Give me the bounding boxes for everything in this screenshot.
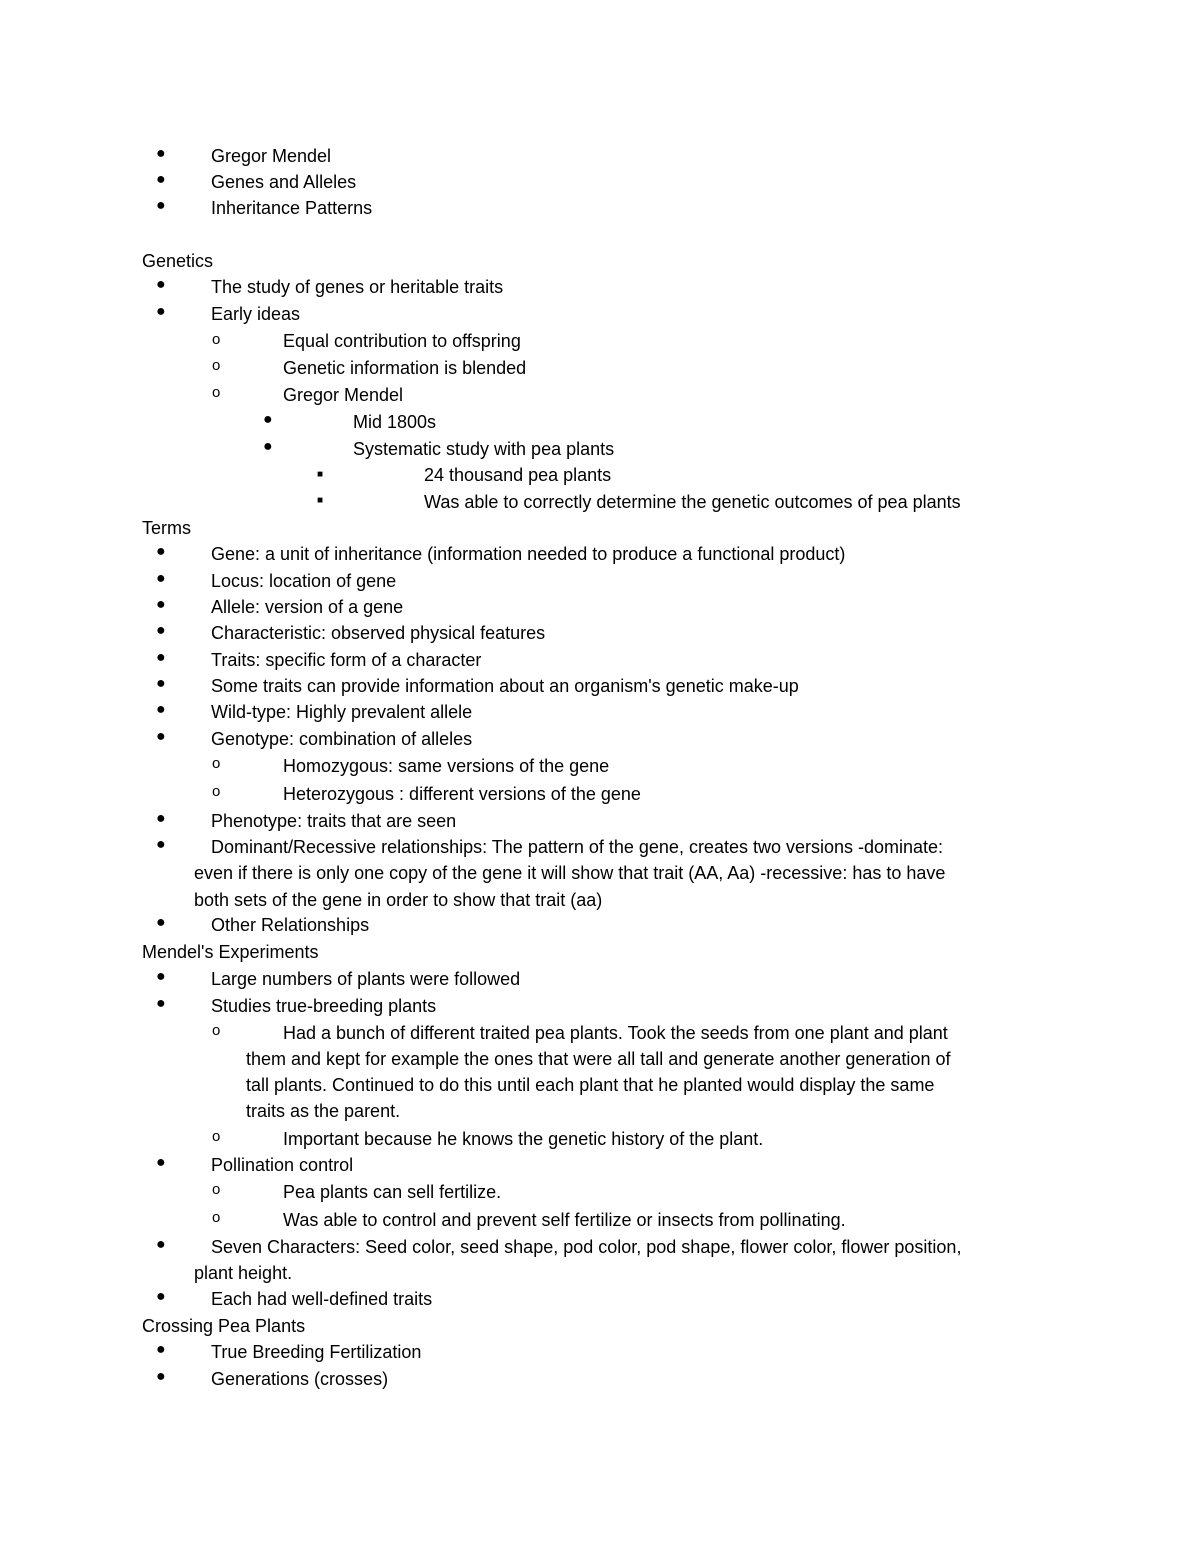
bullet-marker: ● — [156, 1288, 166, 1305]
list-item: Pea plants can sell fertilize. — [283, 1182, 502, 1202]
list-item: Seven Characters: Seed color, seed shape, pod color, pod shape, flower color, flower position, — [211, 1237, 962, 1257]
list-item-continuation: plant height. — [194, 1263, 293, 1283]
bullet-marker: ● — [156, 675, 166, 692]
list-item: Dominant/Recessive relationships: The pattern of the gene, creates two versions -dominate: — [211, 837, 944, 857]
sub-bullet-marker: o — [212, 1022, 221, 1039]
bullet-marker: ● — [156, 570, 166, 587]
bullet-marker: ● — [156, 810, 166, 827]
bullet-marker: ● — [156, 596, 166, 613]
list-item: Other Relationships — [211, 915, 370, 935]
list-item: Gene: a unit of inheritance (information needed to produce a functional product) — [211, 544, 846, 564]
bullet-marker: ● — [156, 968, 166, 985]
sub-bullet-marker: o — [212, 755, 221, 772]
bullet-marker: ● — [156, 1236, 166, 1253]
list-item: Wild-type: Highly prevalent allele — [211, 702, 473, 722]
bullet-marker: ● — [156, 995, 166, 1012]
bullet-marker: ● — [156, 543, 166, 560]
list-item: Mid 1800s — [353, 412, 437, 432]
list-item-continuation: them and kept for example the ones that were all tall and generate another generation of — [246, 1049, 951, 1069]
section-heading-experiments: Mendel's Experiments — [142, 942, 319, 962]
bullet-marker: ● — [156, 197, 166, 214]
list-item: Systematic study with pea plants — [353, 439, 615, 459]
list-item: Some traits can provide information about an organism's genetic make-up — [211, 676, 799, 696]
list-item: Large numbers of plants were followed — [211, 969, 521, 989]
bullet-marker: ● — [263, 411, 273, 428]
bullet-marker: ● — [156, 701, 166, 718]
list-item-continuation: even if there is only one copy of the gene it will show that trait (AA, Aa) -recessive: has to have — [194, 863, 946, 883]
list-item-continuation: traits as the parent. — [246, 1101, 401, 1121]
bullet-marker: ● — [156, 914, 166, 931]
list-item: Locus: location of gene — [211, 571, 397, 591]
list-item: Genetic information is blended — [283, 358, 527, 378]
sub-bullet-marker: o — [212, 331, 221, 348]
list-item: Early ideas — [211, 304, 301, 324]
list-item: Heterozygous : different versions of the gene — [283, 784, 641, 804]
bullet-marker: ● — [156, 649, 166, 666]
sub-bullet-marker: o — [212, 783, 221, 800]
bullet-marker: ● — [156, 1154, 166, 1171]
bullet-marker: ● — [156, 171, 166, 188]
list-item: Generations (crosses) — [211, 1369, 389, 1389]
list-item: Important because he knows the genetic history of the plant. — [283, 1129, 764, 1149]
list-item: Gregor Mendel — [283, 385, 404, 405]
list-item: Phenotype: traits that are seen — [211, 811, 457, 831]
sub-bullet-marker: o — [212, 357, 221, 374]
section-heading-terms: Terms — [142, 518, 191, 538]
sub-bullet-marker: o — [212, 1128, 221, 1145]
section-heading-crossing: Crossing Pea Plants — [142, 1316, 306, 1336]
list-item: Equal contribution to offspring — [283, 331, 521, 351]
bullet-marker: ● — [156, 1341, 166, 1358]
list-item: Gregor Mendel — [211, 146, 332, 166]
list-item: Was able to correctly determine the genetic outcomes of pea plants — [424, 492, 961, 512]
list-item: Was able to control and prevent self fertilize or insects from pollinating. — [283, 1210, 846, 1230]
bullet-marker: ● — [156, 276, 166, 293]
list-item: Traits: specific form of a character — [211, 650, 482, 670]
bullet-marker: ● — [263, 438, 273, 455]
list-item: Each had well-defined traits — [211, 1289, 433, 1309]
list-item: Genes and Alleles — [211, 172, 357, 192]
bullet-marker: ● — [156, 145, 166, 162]
section-heading-genetics: Genetics — [142, 251, 214, 271]
list-item: Genotype: combination of alleles — [211, 729, 473, 749]
sub-bullet-marker: o — [212, 1209, 221, 1226]
sub-bullet-marker: o — [212, 1181, 221, 1198]
list-item: True Breeding Fertilization — [211, 1342, 422, 1362]
list-item: Had a bunch of different traited pea plants. Took the seeds from one plant and plant — [283, 1023, 948, 1043]
list-item: Pollination control — [211, 1155, 354, 1175]
square-bullet-marker: ■ — [317, 469, 324, 480]
sub-bullet-marker: o — [212, 384, 221, 401]
list-item: 24 thousand pea plants — [424, 465, 612, 485]
bullet-marker: ● — [156, 303, 166, 320]
bullet-marker: ● — [156, 728, 166, 745]
bullet-marker: ● — [156, 1368, 166, 1385]
list-item-continuation: tall plants. Continued to do this until each plant that he planted would display the same — [246, 1075, 935, 1095]
bullet-marker: ● — [156, 622, 166, 639]
list-item: Characteristic: observed physical features — [211, 623, 546, 643]
list-item: Inheritance Patterns — [211, 198, 373, 218]
list-item: Allele: version of a gene — [211, 597, 404, 617]
square-bullet-marker: ■ — [317, 495, 324, 506]
bullet-marker: ● — [156, 836, 166, 853]
list-item-continuation: both sets of the gene in order to show that trait (aa) — [194, 890, 603, 910]
list-item: Homozygous: same versions of the gene — [283, 756, 610, 776]
list-item: The study of genes or heritable traits — [211, 277, 504, 297]
list-item: Studies true-breeding plants — [211, 996, 437, 1016]
